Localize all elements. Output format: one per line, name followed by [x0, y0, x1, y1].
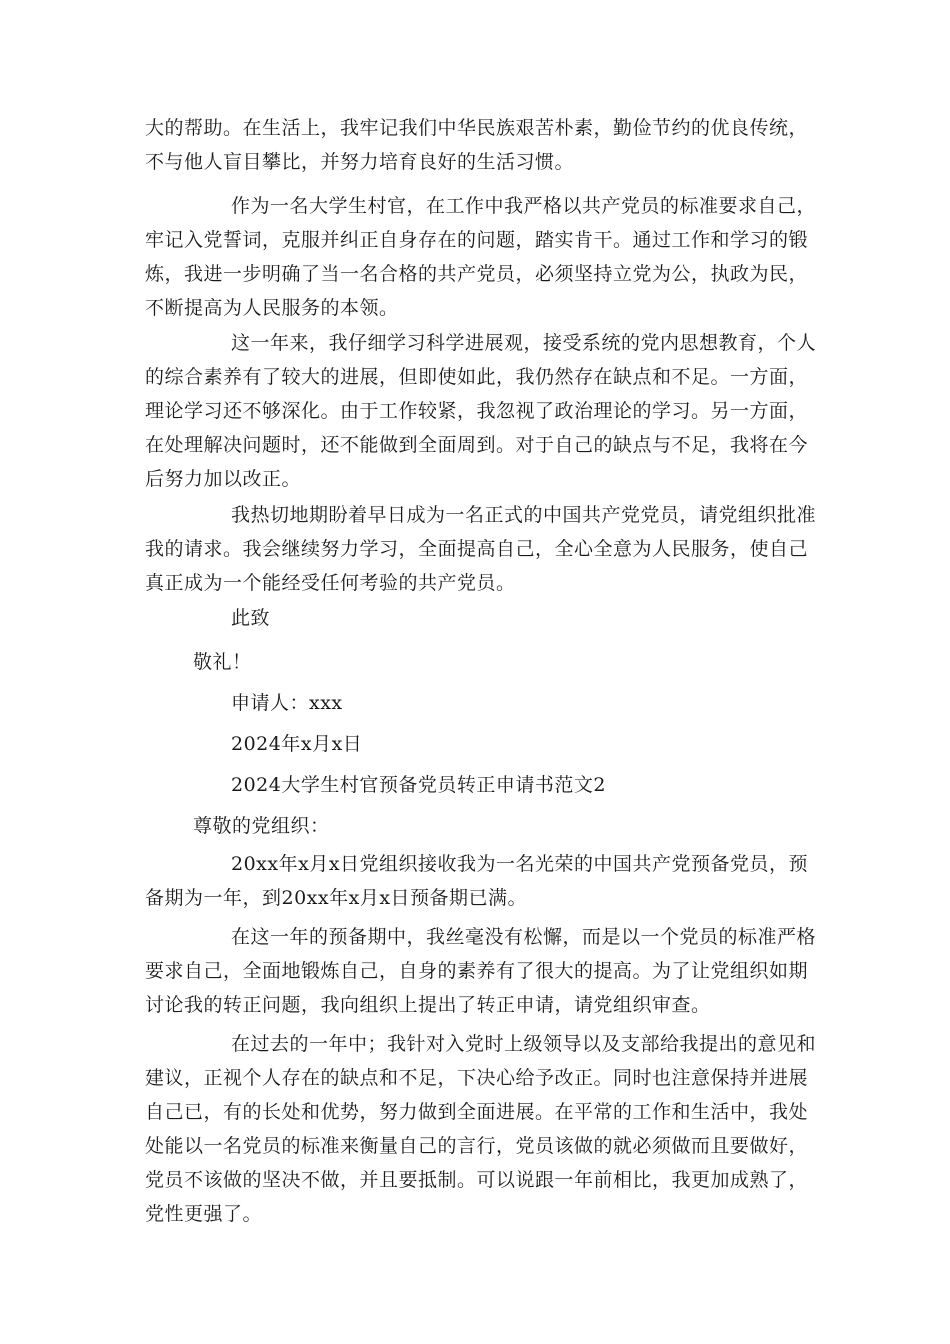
paragraph-first-line: 这一年来，我仔细学习科学进展观，接受系统的党内思想教育，个人 [231, 332, 817, 354]
greeting: 尊敬的党组织： [193, 815, 330, 837]
text-line: 党员不该做的坚决不做，并且要抵制。可以说跟一年前相比，我更加成熟了， [145, 1169, 809, 1191]
paragraph-first-line: 我热切地期盼着早日成为一名正式的中国共产党党员，请党组织批准 [231, 504, 817, 526]
text-line: 建议，正视个人存在的缺点和不足，下决心给予改正。同时也注意保持并进展 [145, 1067, 809, 1089]
closing-regards: 敬礼！ [193, 651, 252, 673]
text-line: 不与他人盲目攀比，并努力培育良好的生活习惯。 [145, 151, 575, 173]
paragraph-first-line: 在过去的一年中；我针对入党时上级领导以及支部给我提出的意见和 [231, 1033, 817, 1055]
text-line: 自己已，有的长处和优势，努力做到全面进展。在平常的工作和生活中，我处 [145, 1101, 809, 1123]
text-line: 讨论我的转正问题，我向组织上提出了转正申请，请党组织审查。 [145, 994, 711, 1016]
text-line: 炼，我进一步明确了当一名合格的共产党员，必须坚持立党为公，执政为民， [145, 263, 809, 285]
paragraph-first-line: 20xx年x月x日党组织接收我为一名光荣的中国共产党预备党员，预 [231, 853, 809, 875]
closing-salutation: 此致 [231, 607, 271, 629]
text-line: 在处理解决问题时，还不能做到全面周到。对于自己的缺点与不足，我将在今 [145, 434, 809, 456]
paragraph-first-line: 在这一年的预备期中，我丝毫没有松懈，而是以一个党员的标准严格 [231, 926, 817, 948]
text-line: 后努力加以改正。 [145, 468, 302, 490]
text-line: 的综合素养有了较大的进展，但即使如此，我仍然存在缺点和不足。一方面， [145, 366, 809, 388]
text-line: 备期为一年，到20xx年x月x日预备期已满。 [145, 887, 528, 909]
section-title: 2024大学生村官预备党员转正申请书范文2 [231, 774, 606, 796]
text-line: 我的请求。我会继续努力学习，全面提高自己，全心全意为人民服务，使自己 [145, 538, 809, 560]
text-line: 要求自己，全面地锻炼自己，自身的素养有了很大的提高。为了让党组织如期 [145, 960, 809, 982]
text-line: 真正成为一个能经受任何考验的共产党员。 [145, 572, 516, 594]
text-line: 党性更强了。 [145, 1203, 263, 1225]
text-line: 大的帮助。在生活上，我牢记我们中华民族艰苦朴素，勤俭节约的优良传统， [145, 117, 809, 139]
text-line: 不断提高为人民服务的本领。 [145, 297, 399, 319]
text-line: 牢记入党誓词，克服并纠正自身存在的问题，踏实肯干。通过工作和学习的锻 [145, 229, 809, 251]
applicant-signature: 申请人：xxx [231, 692, 343, 714]
text-line: 处能以一名党员的标准来衡量自己的言行，党员该做的就必须做而且要做好， [145, 1135, 809, 1157]
paragraph-first-line: 作为一名大学生村官，在工作中我严格以共产党员的标准要求自己， [231, 195, 817, 217]
text-line: 理论学习还不够深化。由于工作较紧，我忽视了政治理论的学习。另一方面， [145, 400, 809, 422]
date-line: 2024年x月x日 [231, 733, 363, 755]
